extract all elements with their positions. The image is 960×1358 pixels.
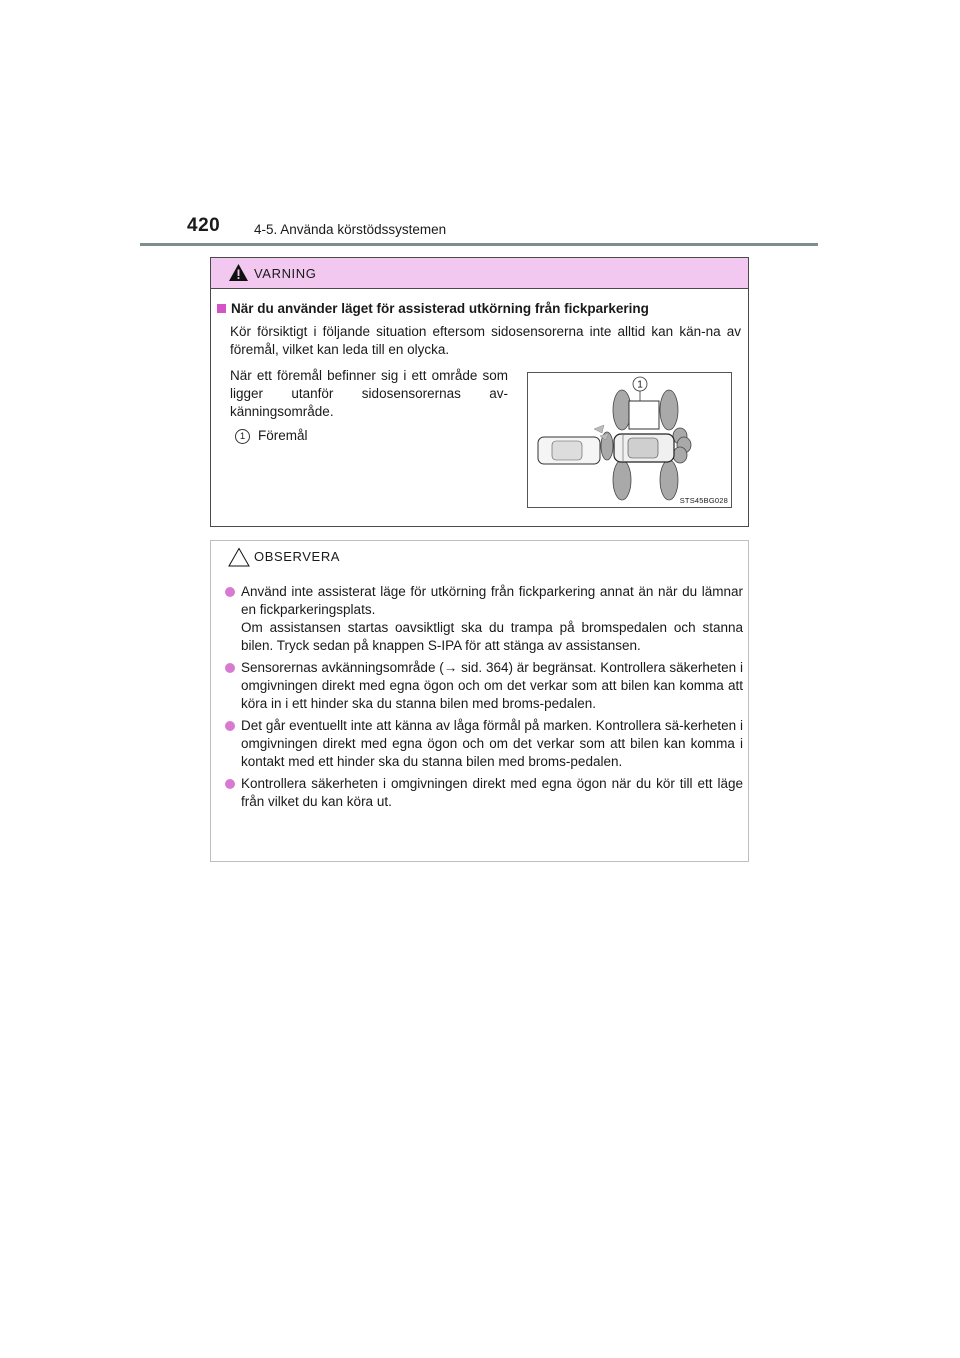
notice-text: Det går eventuellt inte att känna av låga förmål på marken. Kontrollera sä-kerheten i omgivningen direkt med egna ögon och om det verkar som att bilen kan komma i kontakt med ett hinder ska du stanna bilen med broms-pedalen. [241,718,743,769]
warning-triangle-icon [228,263,249,282]
warning-heading [217,301,649,316]
parking-illustration [527,372,732,508]
bullet-dot-icon [225,779,235,789]
list-item [225,583,743,655]
warning-heading-text: När du använder läget för assisterad utkörning från fickparkering [231,301,649,316]
figure-legend [235,428,308,444]
notice-text: Om assistansen startas oavsiktligt ska du trampa på bromspedalen och stanna bilen. Tryck sedan på knappen S-IPA för att stänga av assistansen. [241,620,743,653]
bullet-dot-icon [225,663,235,673]
bullet-dot-icon [225,721,235,731]
notice-list [225,583,743,815]
notice-label: OBSERVERA [254,549,341,564]
direction-arrow [594,425,604,433]
header-divider [140,243,818,246]
notice-box [210,540,749,862]
notice-text: Använd inte assisterat läge för utkörning från fickparkering annat än när du lämnar en fickparkeringsplats. [241,584,743,617]
square-bullet-icon [217,304,226,313]
legend-label: Föremål [258,428,308,443]
warning-situation: När ett föremål befinner sig i ett område som ligger utanför sidosensorernas av-känningsområde. [230,368,508,419]
list-item [225,775,743,811]
figure-code: STS45BG028 [679,496,728,505]
list-item [225,717,743,771]
legend-number: 1 [235,429,250,444]
notice-text: Sensorernas avkänningsområde (→ sid. 364) är begränsat. Kontrollera säkerheten i omgivningen direkt med egna ögon och om det verkar som att bilen kan komma att köra in i ett hinder ska du stanna bilen med broms-pedalen. [241,660,743,711]
warning-box [210,257,749,527]
sensor-zone [660,390,678,430]
sensor-zone [660,460,678,500]
caution-triangle-icon [228,547,250,567]
notice-header [211,541,748,577]
sensor-zone [673,447,687,463]
object-box [629,401,659,429]
section-title: 4-5. Använda körstödssystemen [254,222,447,237]
warning-body: Kör försiktigt i följande situation eftersom sidosensorerna inte alltid kan kän-na av föremål, vilket kan leda till en olycka. [230,324,741,357]
bullet-dot-icon [225,587,235,597]
warning-label: VARNING [254,266,317,281]
list-item [225,659,743,713]
page-number: 420 [187,215,221,236]
sensor-zone [613,460,631,500]
warning-header [211,258,748,289]
parking-diagram [528,373,731,507]
sensor-zone [613,390,631,430]
notice-text: Kontrollera säkerheten i omgivningen direkt med egna ögon när du kör till ett läge från vilket du kan köra ut. [241,776,743,809]
callout-number: 1 [637,379,643,391]
